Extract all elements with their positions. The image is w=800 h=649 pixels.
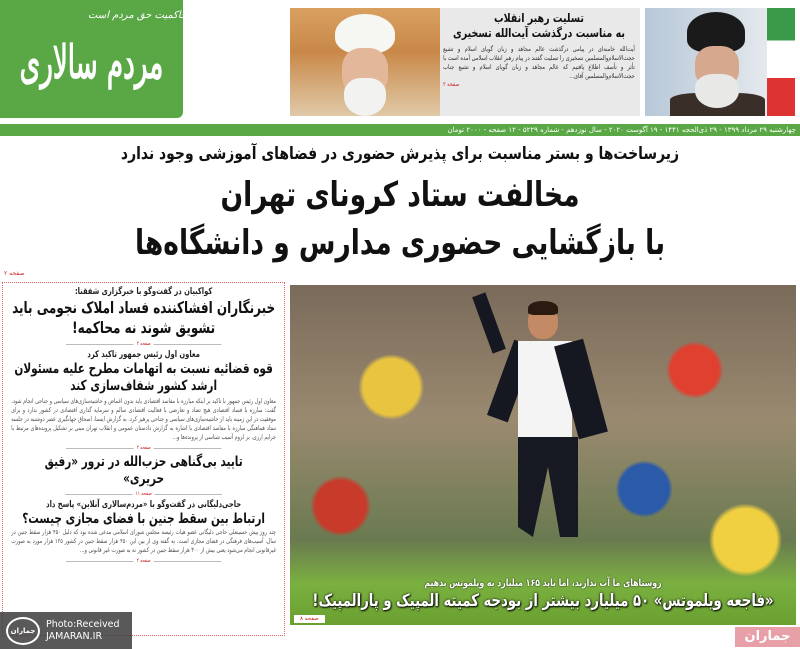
cleric-photo xyxy=(290,8,440,116)
jamaran-logo-icon: جماران xyxy=(6,617,40,645)
story-headline[interactable]: ارتباط بین سقط جنین با فضای مجازی چیست؟ xyxy=(22,511,266,527)
page-ref: صفحه ۲ xyxy=(4,270,25,277)
story-headline[interactable]: قوه قضائیه نسبت به اتهامات مطرح علیه مسئولان ارشد کشور شفاف‌سازی کند xyxy=(14,361,273,394)
page-ref: صفحه ۸ xyxy=(294,615,325,623)
coach-figure xyxy=(480,297,610,557)
page-ref: صفحه ۱۱ xyxy=(11,490,276,498)
masthead xyxy=(0,0,188,118)
lead-kicker: زیرساخت‌ها و بستر مناسبت برای پذیرش حضوری در فضاهای آموزشی وجود ندارد xyxy=(120,144,680,164)
lead-headline[interactable]: مخالفت ستاد کرونای تهران xyxy=(220,175,580,215)
page-ref: صفحه ۲ xyxy=(11,557,276,565)
watermark-line2: JAMARAN.IR xyxy=(46,630,103,642)
page-ref: صفحه ۲ xyxy=(11,444,276,452)
source-logo: جماران xyxy=(735,627,800,647)
story-body: معاون اول رئیس جمهور با تاکید بر اینکه مبارزه با مفاسد اقتصادی باید بدون اغماض و حاشیه‌سازی‌های سیاسی و جناحی انجام شود، گفت: مبارزه با فساد اقتصادی هیچ تضاد و تعارضی با فعالیت اقتصادی سالم و سرمایه گذاری اقتصادی در کشور ندارد و برای موفقیت در این زمینه باید از حاشیه‌سازی‌های سیاسی و جناحی پرهیز کرد. به گزارش ایسنا، اسحاق جهانگیری عصر دوشنبه در جلسه ستاد هماهنگی مبارزه با مفاسد اقتصادی با اشاره به گزارش دادستان عمومی و انقلاب تهران مبنی بر تشکیل پرونده‌های مرتبط با جرایم ارزی، بر لزوم آسیب شناسی از پرونده‌ها و... xyxy=(11,397,276,441)
page-ref: صفحه ۲ xyxy=(11,340,276,348)
top-story-body: آیت‌الله خامنه‌ای در پیامی درگذشت عالم مجاهد و زبان گویای اسلام و تشیع حجت‌الاسلام‌والمسلمین تسخیری را تسلیت گفتند در پیام رهبر انقلاب اسلامی آمده است با تأثر و تأسف اطلاع یافتیم که عالم مجاهد و زبان گویای اسلام و تشیع جناب حجت‌الاسلام‌والمسلمین آقای... xyxy=(443,45,635,80)
story-body: چند روز پیش حسینعلی حاجی دلیگانی عضو هیات رئیسه مجلس شورای اسلامی مدعی شده بود که دلیل ۴۵۰ هزار سقط جنین در سال، آسیب‌های فرهنگی در فضای مجازی است. به گفته وی از بین این ۴۵۰ هزار سقط جنین در کشور ۱۲۵ هزار مورد به صورت غیرقانونی انجام می‌شود یعنی بیش از ۳۰۰ هزار سقط جنین در کشور نه به صورت غیر قانونی و... xyxy=(11,528,277,554)
date-bar: چهارشنبه ۲۹ مرداد ۱۳۹۹ - ۲۹ ذی‌الحجه ۱۴۴۱ - ۱۹ آگوست ۲۰۲۰ - سال نوزدهم - شماره ۵۲۲۹ - ۱۲ صفحه - ۲۰۰۰ تومان xyxy=(0,124,800,136)
top-story-subtitle: به مناسبت درگذشت آیت‌الله تسخیری xyxy=(453,26,625,40)
page-ref: صفحه ۲ xyxy=(443,81,460,88)
left-column xyxy=(2,282,285,636)
top-story[interactable] xyxy=(440,11,638,89)
story-headline[interactable]: تایید بی‌گناهی حزب‌الله در ترور «رفیق حریری» xyxy=(44,454,243,487)
photo-caption xyxy=(290,577,796,612)
masthead-slogan: حاکمیت حق مردم است xyxy=(88,10,188,21)
story-kicker: حاجی‌دلیگانی در گفت‌وگو با «مردم‌سالاری آنلاین» پاسخ داد xyxy=(46,500,242,510)
photo-watermark xyxy=(0,612,132,649)
watermark-line1: Photo:Received xyxy=(46,618,120,630)
main-photo[interactable] xyxy=(290,285,796,625)
story-headline[interactable]: خبرنگاران افشاکننده فساد املاک نجومی باید تشویق شوند نه محاکمه! xyxy=(12,298,276,337)
photo-headline[interactable]: «فاجعه ویلموتس» ۵۰ میلیارد بیشتر از بودجه کمیته المپیک و پارالمپیک! xyxy=(312,591,774,611)
photo-subhead: روستاهای ما آب ندارند، اما باید ۱۶۵ میلیارد به ویلموتس بدهیم xyxy=(424,578,662,589)
lead-headline-2[interactable]: با بازگشایی حضوری مدارس و دانشگاه‌ها xyxy=(134,223,666,263)
story-kicker: معاون اول رئیس جمهور تاکید کرد xyxy=(87,350,200,360)
story-kicker: کواکبیان در گفت‌وگو با خبرگزاری شفقنا: xyxy=(74,287,213,297)
masthead-logo: مردم سالاری xyxy=(19,35,164,89)
top-story-title: تسلیت رهبر انقلاب xyxy=(494,11,584,25)
leader-photo xyxy=(645,8,795,116)
